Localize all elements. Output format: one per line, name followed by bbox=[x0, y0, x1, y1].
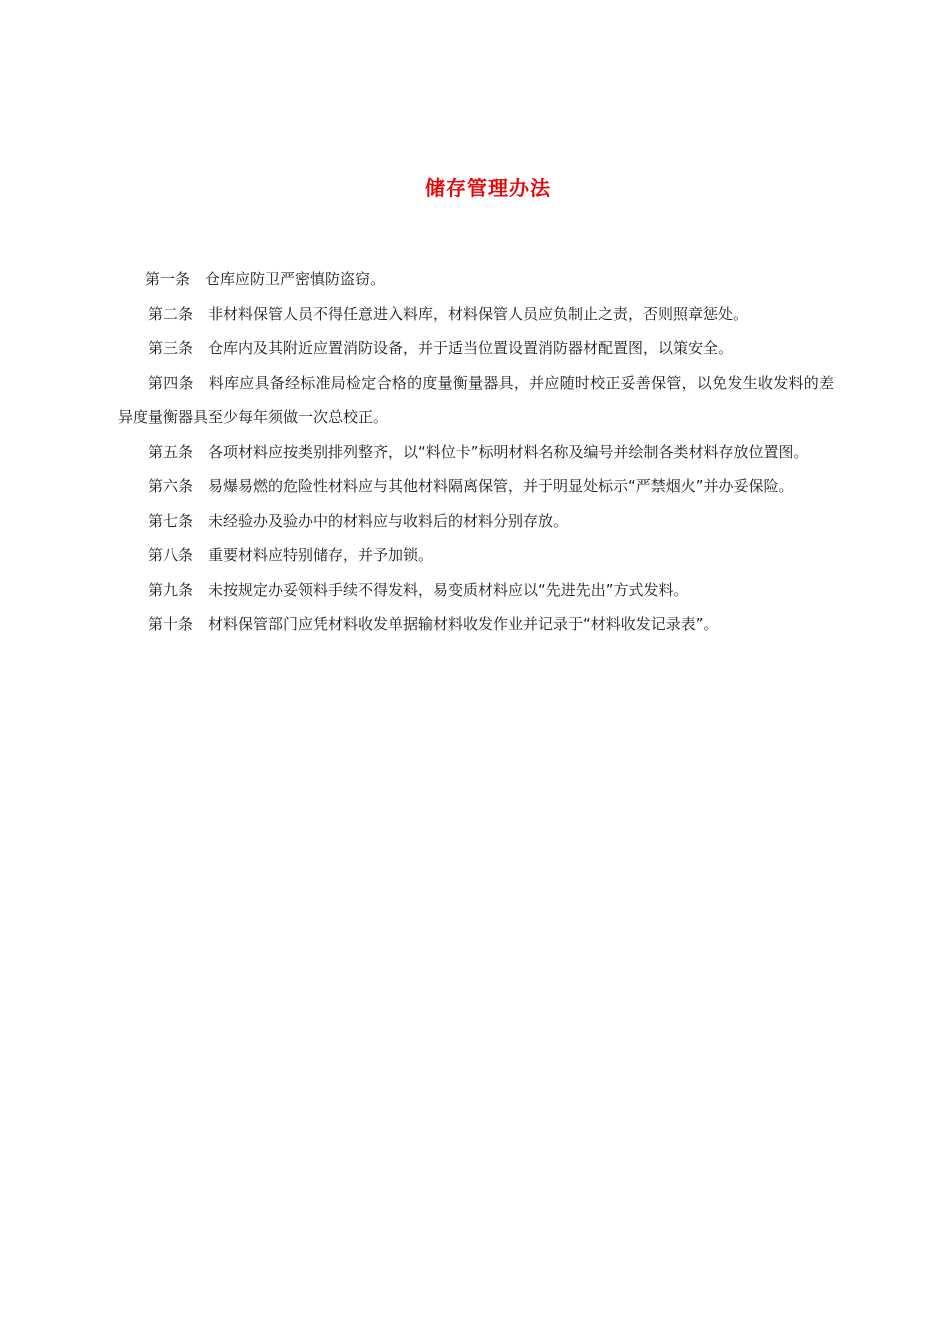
article-text: 易爆易燃的危险性材料应与其他材料隔离保管，并于明显处标示“严禁烟火”并办妥保险。 bbox=[208, 477, 794, 495]
article-text: 仓库应防卫严密慎防盗窃。 bbox=[205, 270, 386, 288]
article-number: 第九条 bbox=[148, 580, 194, 599]
article-2 bbox=[118, 297, 834, 332]
article-1 bbox=[118, 262, 834, 297]
article-7 bbox=[118, 504, 834, 539]
article-number: 第一条 bbox=[145, 270, 191, 288]
article-text: 重要材料应特别储存，并予加锁。 bbox=[208, 546, 434, 564]
article-text: 各项材料应按类别排列整齐，以“料位卡”标明材料名称及编号并绘制各类材料存放位置图。 bbox=[208, 442, 809, 461]
article-10 bbox=[118, 607, 834, 642]
article-text: 未经验办及验办中的材料应与收料后的材料分别存放。 bbox=[208, 511, 569, 530]
article-number: 第十条 bbox=[148, 615, 194, 633]
article-number: 第六条 bbox=[148, 477, 194, 495]
article-number: 第八条 bbox=[148, 546, 194, 564]
article-number: 第三条 bbox=[148, 339, 194, 357]
article-5 bbox=[118, 435, 834, 470]
article-3 bbox=[118, 331, 834, 366]
article-number: 第七条 bbox=[148, 511, 194, 530]
article-text: 仓库内及其附近应置消防设备，并于适当位置设置消防器材配置图，以策安全。 bbox=[208, 339, 734, 357]
article-8 bbox=[118, 538, 834, 573]
article-text: 未按规定办妥领料手续不得发料，易变质材料应以“先进先出”方式发料。 bbox=[208, 580, 689, 599]
article-9 bbox=[118, 573, 834, 608]
article-4 bbox=[118, 366, 834, 435]
article-number: 第四条 bbox=[148, 373, 194, 392]
article-number: 第五条 bbox=[148, 442, 194, 461]
article-number: 第二条 bbox=[148, 304, 194, 323]
article-list bbox=[118, 262, 834, 642]
article-text: 非材料保管人员不得任意进入料库，材料保管人员应负制止之责，否则照章惩处。 bbox=[208, 304, 749, 323]
article-6 bbox=[118, 469, 834, 504]
article-text: 料库应具备经标准局检定合格的度量衡量器具，并应随时校正妥善保管，以免发生收发料的差异度量衡器具至少每年须做一次总校正。 bbox=[118, 373, 834, 426]
article-text: 材料保管部门应凭材料收发单据输材料收发作业并记录于“材料收发记录表”。 bbox=[208, 615, 719, 633]
document-title: 储存管理办法 bbox=[425, 176, 551, 200]
